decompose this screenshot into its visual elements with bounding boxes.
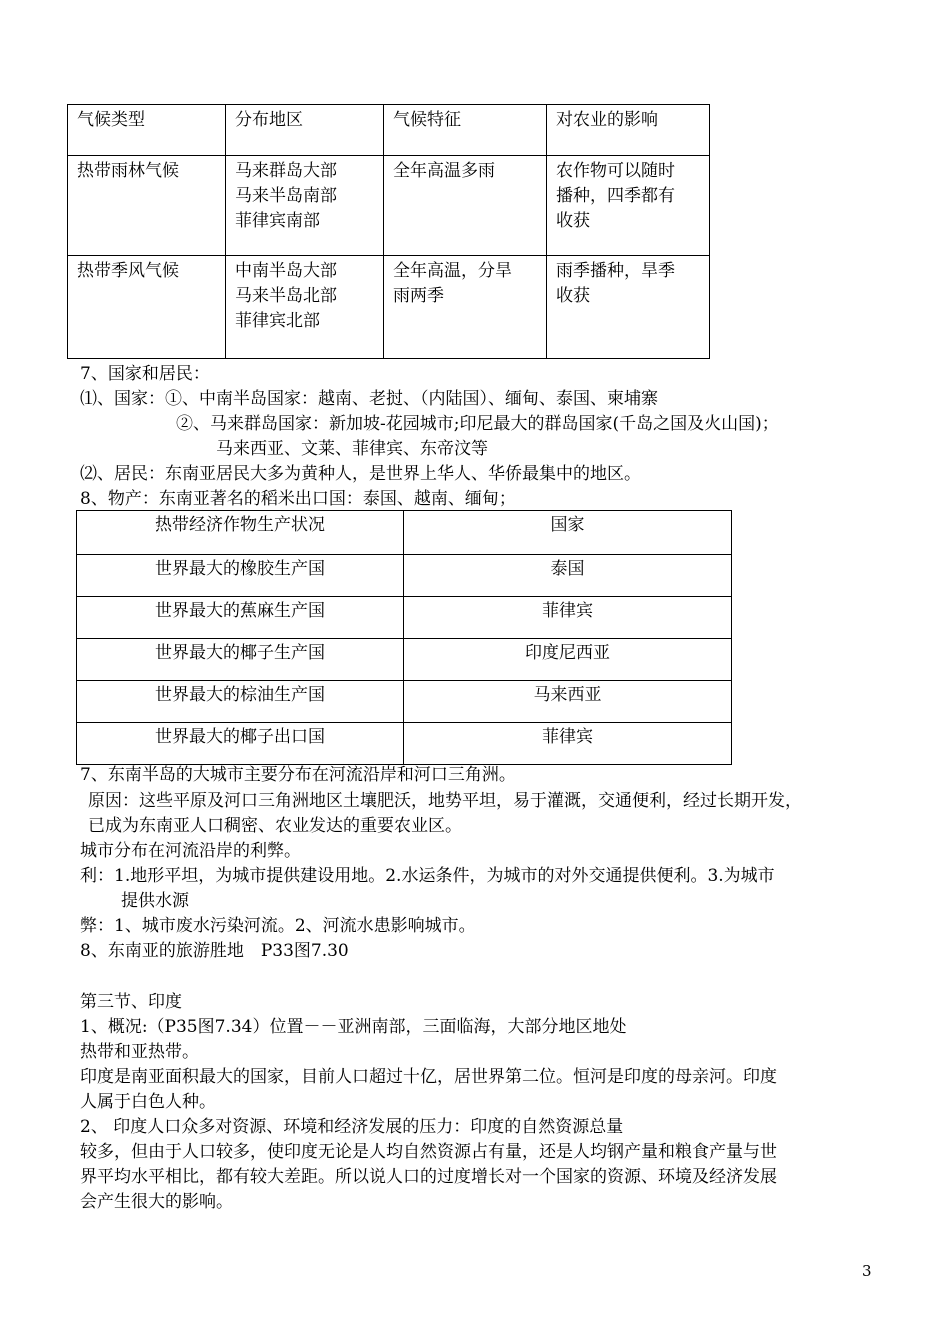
impact-line: 雨季播种，旱季 — [556, 261, 675, 281]
tourism-line: 8、东南亚的旅游胜地 P33图7.30 — [80, 941, 349, 961]
crops-table-row — [77, 597, 732, 639]
country-cell: 印度尼西亚 — [404, 639, 732, 681]
region-line: 马来群岛大部 — [235, 161, 337, 181]
pros-cons-title: 城市分布在河流沿岸的利弊。 — [80, 841, 301, 861]
climate-table — [67, 104, 710, 359]
countries-line-1: ⑴、国家：①、中南半岛国家：越南、老挝、（内陆国）、缅甸、泰国、柬埔寨 — [80, 389, 658, 409]
climate-impact-cell — [547, 256, 710, 359]
crops-table-row — [77, 639, 732, 681]
climate-impact-cell — [547, 156, 710, 256]
climate-header-impact: 对农业的影响 — [547, 105, 710, 156]
india-overview-1: 1、概况:（P35图7.34）位置－－亚洲南部，三面临海，大部分地区地处 — [80, 1017, 627, 1037]
crop-cell: 世界最大的橡胶生产国 — [77, 555, 404, 597]
cities-reason-1: 原因：这些平原及河口三角洲地区土壤肥沃，地势平坦，易于灌溉，交通便利，经过长期开发， — [88, 791, 802, 811]
climate-header-features: 气候特征 — [384, 105, 547, 156]
climate-features-cell — [384, 256, 547, 359]
country-cell: 菲律宾 — [404, 723, 732, 765]
impact-line: 收获 — [556, 286, 590, 306]
region-line: 马来半岛南部 — [235, 186, 337, 206]
pros-line-1: 利：1.地形平坦，为城市提供建设用地。2.水运条件，为城市的对外交通提供便利。3.为城市 — [80, 866, 775, 886]
crops-header-product: 热带经济作物生产状况 — [77, 511, 404, 555]
crops-table-header-row — [77, 511, 732, 555]
india-overview-2: 热带和亚热带。 — [80, 1042, 199, 1062]
climate-features-cell — [384, 156, 547, 256]
india-overview-3: 印度是南亚面积最大的国家，目前人口超过十亿，居世界第二位。恒河是印度的母亲河。印度 — [80, 1067, 777, 1087]
feature-line: 雨两季 — [393, 286, 444, 306]
crops-table — [76, 510, 732, 765]
climate-type-cell: 热带季风气候 — [68, 256, 226, 359]
india-pressure-3: 界平均水平相比，都有较大差距。所以说人口的过度增长对一个国家的资源、环境及经济发展 — [80, 1167, 777, 1187]
climate-table-header-row — [68, 105, 710, 156]
section7-title: 7、国家和居民： — [80, 364, 210, 384]
countries-line-3: 马来西亚、文莱、菲律宾、东帝汶等 — [216, 439, 488, 459]
crop-cell: 世界最大的棕油生产国 — [77, 681, 404, 723]
feature-line: 全年高温，分旱 — [393, 261, 512, 281]
india-pressure-1: 2、 印度人口众多对资源、环境和经济发展的压力：印度的自然资源总量 — [80, 1117, 624, 1137]
country-cell: 泰国 — [404, 555, 732, 597]
india-pressure-4: 会产生很大的影响。 — [80, 1192, 233, 1212]
cons-line: 弊：1、城市废水污染河流。2、河流水患影响城市。 — [80, 916, 476, 936]
cities-reason-2: 已成为东南亚人口稠密、农业发达的重要农业区。 — [88, 816, 462, 836]
country-cell: 菲律宾 — [404, 597, 732, 639]
india-overview-4: 人属于白色人种。 — [80, 1092, 216, 1112]
crops-header-country: 国家 — [404, 511, 732, 555]
crop-cell: 世界最大的椰子出口国 — [77, 723, 404, 765]
crop-cell: 世界最大的椰子生产国 — [77, 639, 404, 681]
cities-title: 7、东南半岛的大城市主要分布在河流沿岸和河口三角洲。 — [80, 765, 516, 785]
climate-header-regions: 分布地区 — [226, 105, 384, 156]
pros-line-2: 提供水源 — [121, 891, 189, 911]
crops-table-row — [77, 681, 732, 723]
crops-table-row — [77, 723, 732, 765]
india-section-title: 第三节、印度 — [80, 992, 182, 1012]
page-number: 3 — [862, 1262, 872, 1280]
climate-regions-cell — [226, 256, 384, 359]
feature-line: 全年高温多雨 — [393, 161, 495, 181]
residents-line: ⑵、居民：东南亚居民大多为黄种人，是世界上华人、华侨最集中的地区。 — [80, 464, 641, 484]
crop-cell: 世界最大的蕉麻生产国 — [77, 597, 404, 639]
impact-line: 播种，四季都有 — [556, 186, 675, 206]
countries-line-2: ②、马来群岛国家：新加坡-花园城市;印尼最大的群岛国家(千岛之国及火山国)； — [176, 414, 779, 434]
region-line: 菲律宾北部 — [235, 311, 320, 331]
climate-table-row — [68, 256, 710, 359]
crops-table-row — [77, 555, 732, 597]
impact-line: 收获 — [556, 211, 590, 231]
climate-regions-cell — [226, 156, 384, 256]
india-pressure-2: 较多，但由于人口较多，使印度无论是人均自然资源占有量，还是人均钢产量和粮食产量与世 — [80, 1142, 777, 1162]
climate-type-cell: 热带雨林气候 — [68, 156, 226, 256]
climate-header-type: 气候类型 — [68, 105, 226, 156]
climate-table-row — [68, 156, 710, 256]
country-cell: 马来西亚 — [404, 681, 732, 723]
impact-line: 农作物可以随时 — [556, 161, 675, 181]
region-line: 中南半岛大部 — [235, 261, 337, 281]
region-line: 马来半岛北部 — [235, 286, 337, 306]
section8-title: 8、物产：东南亚著名的稻米出口国：泰国、越南、缅甸； — [80, 489, 516, 509]
region-line: 菲律宾南部 — [235, 211, 320, 231]
